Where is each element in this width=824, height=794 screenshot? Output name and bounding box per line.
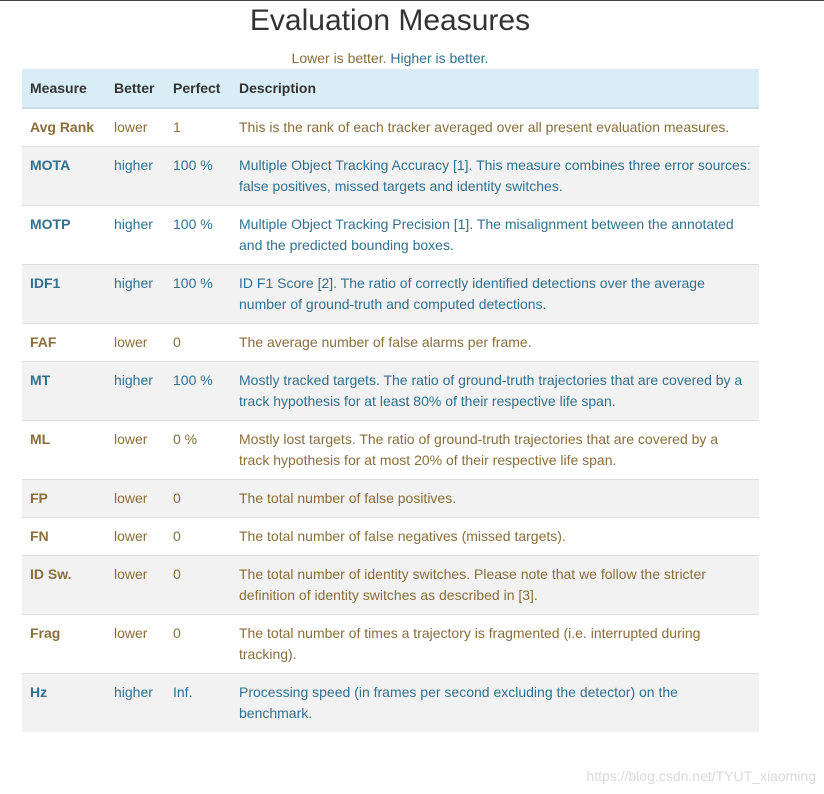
description-cell: Multiple Object Tracking Precision [1]. The misalignment between the annotated and the predicted bounding boxes. [231, 206, 759, 265]
measures-table [22, 69, 759, 732]
table-row [22, 206, 759, 265]
page-title: Evaluation Measures [249, 4, 531, 37]
legend [0, 48, 780, 68]
better-cell: lower [106, 108, 165, 147]
perfect-cell: 100 % [165, 265, 231, 324]
measure-cell: Avg Rank [22, 108, 106, 147]
better-cell: higher [106, 206, 165, 265]
measure-cell: Hz [22, 674, 106, 733]
description-cell: The average number of false alarms per frame. [231, 324, 759, 362]
perfect-cell: 0 [165, 556, 231, 615]
table-row [22, 265, 759, 324]
better-cell: lower [106, 324, 165, 362]
perfect-cell: 1 [165, 108, 231, 147]
table-row [22, 421, 759, 480]
watermark: https://blog.csdn.net/TYUT_xiaoming [586, 768, 816, 784]
description-cell: The total number of times a trajectory is fragmented (i.e. interrupted during tracking). [231, 615, 759, 674]
better-cell: lower [106, 556, 165, 615]
better-cell: higher [106, 147, 165, 206]
measure-cell: ID Sw. [22, 556, 106, 615]
better-cell: lower [106, 421, 165, 480]
legend-higher: Higher is better. [390, 50, 489, 66]
description-cell: This is the rank of each tracker averaged over all present evaluation measures. [231, 108, 759, 147]
perfect-cell: 0 [165, 480, 231, 518]
better-cell: higher [106, 362, 165, 421]
table-row [22, 556, 759, 615]
measure-cell: FN [22, 518, 106, 556]
table-row [22, 147, 759, 206]
description-cell: The total number of identity switches. Please note that we follow the stricter definition of identity switches as described in [3]. [231, 556, 759, 615]
table-row [22, 324, 759, 362]
better-cell: higher [106, 265, 165, 324]
perfect-cell: 0 [165, 615, 231, 674]
measure-cell: MT [22, 362, 106, 421]
perfect-cell: 0 [165, 324, 231, 362]
better-cell: lower [106, 615, 165, 674]
header-description: Description [231, 69, 759, 108]
table-header-row [22, 69, 759, 108]
header-measure: Measure [22, 69, 106, 108]
perfect-cell: 100 % [165, 147, 231, 206]
table-row [22, 108, 759, 147]
header-perfect: Perfect [165, 69, 231, 108]
measure-cell: IDF1 [22, 265, 106, 324]
description-cell: The total number of false positives. [231, 480, 759, 518]
perfect-cell: 0 % [165, 421, 231, 480]
table-row [22, 674, 759, 733]
measure-cell: FAF [22, 324, 106, 362]
description-cell: Mostly tracked targets. The ratio of ground-truth trajectories that are covered by a track hypothesis for at least 80% of their respective life span. [231, 362, 759, 421]
table-row [22, 480, 759, 518]
perfect-cell: 100 % [165, 206, 231, 265]
header-better: Better [106, 69, 165, 108]
perfect-cell: 100 % [165, 362, 231, 421]
measure-cell: ML [22, 421, 106, 480]
better-cell: lower [106, 518, 165, 556]
top-border-line [0, 0, 824, 1]
perfect-cell: Inf. [165, 674, 231, 733]
measure-cell: MOTP [22, 206, 106, 265]
measure-cell: Frag [22, 615, 106, 674]
better-cell: higher [106, 674, 165, 733]
measure-cell: MOTA [22, 147, 106, 206]
legend-lower: Lower is better. [291, 50, 387, 66]
table-row [22, 615, 759, 674]
description-cell: The total number of false negatives (missed targets). [231, 518, 759, 556]
description-cell: Mostly lost targets. The ratio of ground-truth trajectories that are covered by a track hypothesis for at most 20% of their respective life span. [231, 421, 759, 480]
measure-cell: FP [22, 480, 106, 518]
description-cell: Multiple Object Tracking Accuracy [1]. This measure combines three error sources: false positives, missed targets and identity switches. [231, 147, 759, 206]
perfect-cell: 0 [165, 518, 231, 556]
description-cell: ID F1 Score [2]. The ratio of correctly identified detections over the average number of ground-truth and computed detections. [231, 265, 759, 324]
table-row [22, 362, 759, 421]
table-row [22, 518, 759, 556]
better-cell: lower [106, 480, 165, 518]
description-cell: Processing speed (in frames per second excluding the detector) on the benchmark. [231, 674, 759, 733]
